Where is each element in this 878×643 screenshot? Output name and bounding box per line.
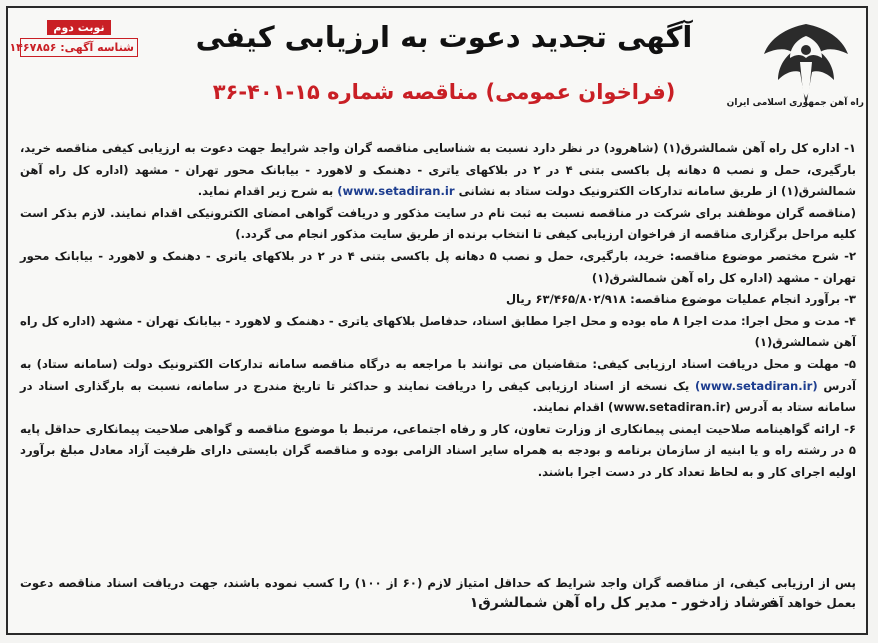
item-6: ۶- ارائه گواهینامه صلاحیت ایمنی پیمانکاری از وزارت تعاون، کار و رفاه اجتماعی، مرتبط با موضوع مناقصه و گواهی صلاحیت پیمانکاری حداقل پایه ۵ در رشته راه و یا ابنیه از سازمان برنامه و بودجه به همراه سایر اسناد الزامی بوده و مناقصه گران بایستی دارای ظرفیت آزاد معادل مبلغ برآورد اولیه اجرای کار و به لحاظ تعداد کار در دست اجرا باشند. — [20, 421, 856, 479]
item-1-note: (مناقصه گران موظفند برای شرکت در مناقصه نسبت به ثبت نام در سایت مذکور و دریافت گواهی امضای الکترونیکی اقدام نمایند. لازم بذکر است کلیه مراحل برگزاری مناقصه از فراخوان ارزیابی کیفی تا انتخاب برنده از طریق سایت مذکور انجام می گردد.) — [20, 205, 856, 242]
ad-body — [20, 138, 856, 484]
closing-paragraph: پس از ارزیابی کیفی، از مناقصه گران واجد شرایط که حداقل امتیاز لازم (۶۰ از ۱۰۰) را کسب نموده باشند، جهت دریافت اسناد مناقصه دعوت بعمل خواهد آمد. — [20, 576, 856, 610]
tender-number: (فراخوان عمومی) مناقصه شماره ۱۵-۴۰۱-۳۶ — [212, 80, 676, 104]
ad-id: شناسه آگهی: ۱۴۶۷۸۵۶ — [20, 38, 138, 57]
setadiran-link[interactable]: (www.setadiran.ir — [337, 184, 455, 199]
logo-caption: راه آهن جمهوری اسلامی ایران — [726, 98, 864, 108]
item-4: ۴- مدت و محل اجرا: مدت اجرا ۸ ماه بوده و محل اجرا مطابق اسناد، حدفاصل بلاکهای یاتری - دهنمک و لاهورد - بیابانک تهران - مشهد (اداره کل راه آهن شمالشرق(۱) — [20, 313, 856, 350]
item-3: ۳- برآورد انجام عملیات موضوع مناقصه: ۶۳/۴۶۵/۸۰۲/۹۱۸ ریال — [506, 292, 856, 307]
signature: فرشاد زادخور - مدیر کل راه آهن شمالشرق۱ — [469, 595, 778, 611]
round-label: نوبت دوم — [47, 20, 110, 35]
item-2: ۲- شرح مختصر موضوع مناقصه: خرید، بارگیری، حمل و نصب ۵ دهانه پل باکسی بتنی ۴ در ۲ در بلاکهای یاتری - دهنمک و لاهورد - بیابانک محور تهران - مشهد (اداره کل راه آهن شمالشرق(۱) — [20, 248, 857, 285]
item-5: ۵- مهلت و محل دریافت اسناد ارزیابی کیفی: متقاضیان می توانند با مراجعه به درگاه مناقصه سامانه تدارکات الکترونیک دولت (سامانه ستاد) به آدرس (www.setadiran.ir) یک نسخه از اسناد ارزیابی کیفی را دریافت نمایند و حداکثر تا تاریخ مندرج در سامانه، نسبت به بارگذاری اسناد در سامانه ستاد به آدرس (www.setadiran.ir) اقدام نمایند. — [20, 356, 856, 415]
ad-badge — [9, 16, 138, 57]
page-title: آگهی تجدید دعوت به ارزیابی کیفی — [195, 20, 693, 54]
item-1: ۱- اداره کل راه آهن شمالشرق(۱) (شاهرود) در نظر دارد نسبت به شناسایی مناقصه گران واجد شرایط جهت دعوت به ارزیابی کیفی مناقصه خرید، بارگیری، حمل و نصب ۵ دهانه پل باکسی بتنی ۴ در ۲ در بلاکهای یاتری - دهنمک و لاهورد - بیابانک محور تهران - مشهد (اداره کل راه آهن شمالشرق(۱) از طریق سامانه تدارکات الکترونیک دولت ستاد به نشانی (www.setadiran.ir به شرح زیر اقدام نماید. — [20, 141, 856, 199]
setadiran-link-2[interactable]: (www.setadiran.ir) — [694, 378, 818, 393]
